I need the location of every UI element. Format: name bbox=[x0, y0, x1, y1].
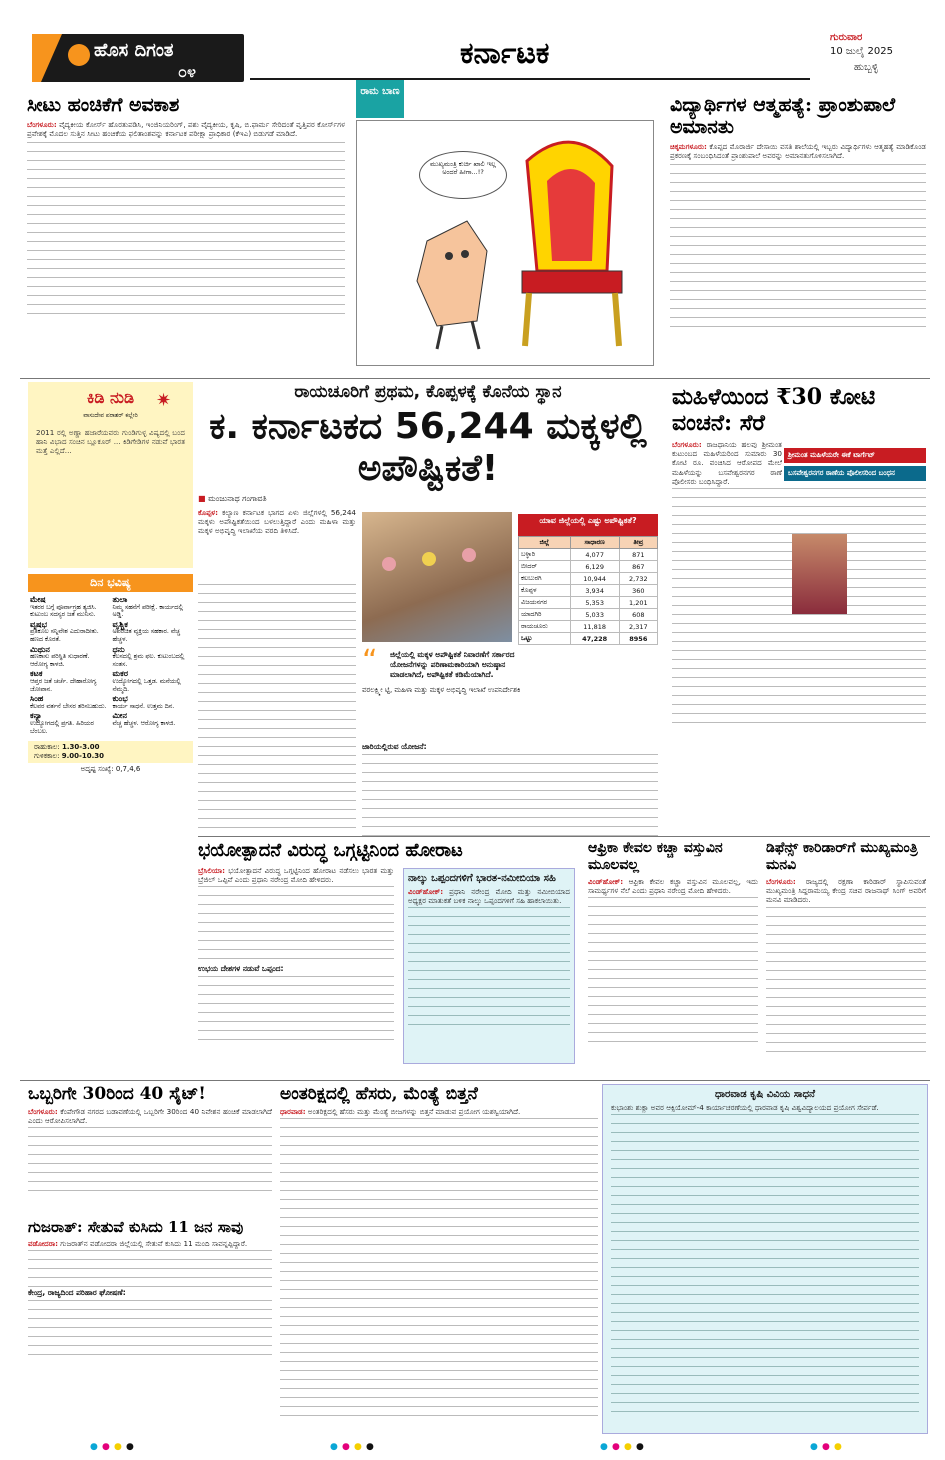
sign-8 bbox=[30, 695, 109, 710]
dateline: ಬೆಂಗಳೂರು: bbox=[27, 120, 57, 129]
sign-name: ವೃಷಭ bbox=[30, 619, 47, 629]
headline: ಸೀಟು ಹಂಚಿಕೆಗೆ ಅವಕಾಶ bbox=[27, 94, 180, 116]
sign-6 bbox=[30, 670, 109, 693]
table-row bbox=[519, 597, 658, 609]
kidi-box bbox=[28, 382, 193, 568]
dateline: ವಿಂಡ್‌ಹೋಕ್: bbox=[588, 877, 624, 886]
table-cell: 10,944 bbox=[570, 573, 619, 585]
table-row bbox=[519, 621, 658, 633]
lead-story bbox=[198, 382, 658, 842]
horoscope-title: ದಿನ ಭವಿಷ್ಯ bbox=[28, 574, 193, 592]
table-cell: 5,353 bbox=[570, 597, 619, 609]
table-cell: ಬಳ್ಳಾರಿ bbox=[519, 549, 571, 561]
sign-text: ಉದ್ಯೋಗದಲ್ಲಿ ಒತ್ತಡ. ಮನೆಯಲ್ಲಿ ನೆಮ್ಮದಿ. bbox=[112, 677, 181, 693]
table-cell: 608 bbox=[619, 609, 657, 621]
section-title: ಕರ್ನಾಟಕ bbox=[460, 36, 550, 71]
lead: ರಾಜಧಾನಿಯ ಹಲವು ಶ್ರೀಮಂತ ಕುಟುಂಬದ ಮಹಿಳೆಯರಿಂದ ಸುಮಾರು 30 ಕೋಟಿ ರೂ. ವಂಚಿಸಿದ ಆರೋಪದ ಮೇಲೆ ಮಹಿಳೆಯನ್ನು ಬಸವೇಶ್ವರನಗರ ಠಾಣೆ ಪೊಲೀಸರು ಬಂಧಿಸಿದ್ದಾರೆ. bbox=[672, 440, 782, 486]
sign-name: ತುಲಾ bbox=[112, 595, 128, 604]
quote-icon: “ bbox=[362, 644, 378, 679]
body-text bbox=[588, 895, 758, 1045]
story-protest bbox=[198, 840, 578, 1066]
lead: ಕುಭಾಂಶು ಶುಕ್ಲಾ ಅವರ ಆಕ್ಸಿಯೋಮ್-4 ಕಾರ್ಯಾಚರಣೆಯಲ್ಲಿ ಧಾರವಾಡ ಕೃಷಿ ವಿಶ್ವವಿದ್ಯಾಲಯದ ಪ್ರಯೋಗ ಸೇರ್ಪಡೆ. bbox=[611, 1103, 879, 1112]
table-cell: ಒಟ್ಟು bbox=[519, 633, 571, 645]
logo-icon bbox=[68, 44, 90, 66]
divider bbox=[20, 378, 930, 379]
table-row bbox=[519, 609, 658, 621]
body-text bbox=[362, 752, 658, 836]
kidi-title: ಕಿಡಿ ನುಡಿ bbox=[86, 388, 135, 407]
dateline: ಕೊಪ್ಪಳ: bbox=[198, 508, 219, 517]
lucky-number: ಅದೃಷ್ಟ ಸಂಖ್ಯೆ: 0,7,4,6 bbox=[80, 765, 141, 774]
character bbox=[417, 221, 487, 326]
sign-0 bbox=[30, 596, 109, 619]
gulika-value: 9.00-10.30 bbox=[61, 752, 105, 761]
table-cell: ಯಾದಗಿರಿ bbox=[519, 609, 571, 621]
kicker: ರಾಯಚೂರಿಗೆ ಪ್ರಥಮ, ಕೊಪ್ಪಳಕ್ಕೆ ಕೊನೆಯ ಸ್ಥಾನ bbox=[294, 382, 562, 402]
table-cell: 4,077 bbox=[570, 549, 619, 561]
sign-text: ಕಾರ್ಯ ಸಾಧನೆ. ಉತ್ತಮ ದಿನ. bbox=[112, 702, 175, 710]
sign-7 bbox=[113, 670, 192, 693]
sign-5 bbox=[113, 646, 192, 669]
sign-name: ವೃಶ್ಚಿಕ bbox=[112, 619, 128, 629]
table-cell: 360 bbox=[619, 585, 657, 597]
story-fraud bbox=[672, 384, 926, 834]
sign-text: ಪ್ರತಿಕೂಲ ಸನ್ನಿವೇಶ ಎದುರಾದೀತು. ಹಣದ ಕೊರತೆ. bbox=[30, 628, 99, 643]
rahukala-value: 1.30-3.00 bbox=[62, 743, 100, 752]
sign-text: ಇತರರ ಬಗ್ಗೆ ಪೂರ್ವಾಗ್ರಹ ತ್ಯಜಿಸಿ. ಕುಟುಂಬ ಸದಸ್ಯರ ಜತೆ ಮುನಿಸು. bbox=[30, 603, 97, 619]
table-cell: 2,317 bbox=[619, 621, 657, 633]
table-cell: ವಿಜಯನಗರ bbox=[519, 597, 571, 609]
byline-icon: ■ bbox=[198, 494, 206, 503]
divider bbox=[20, 1080, 930, 1081]
column-header: ಜಿಲ್ಲೆ bbox=[519, 537, 571, 549]
kidi-text: 2011 ರಲ್ಲಿ ಅಣ್ಣಾ ಹಜಾರೆಯವರು ಗುಂಡಿಗುಳ್ಳ ವಿಷ್ಯದಲ್ಲಿ ಬಂದ ಹಾನಿ ವಿಭಾದ ಸಂಚಿನ ಬ್ಲೂಕೂರ್ ... ಕಿಡಿಗೇಡಿಗಳ ನಡುವೆ ಭಾರತ ಮತ್ತೆ ಎಲ್ಲಿದೆ... bbox=[36, 428, 185, 456]
dateline: ಬೆಂಗಳೂರು: bbox=[766, 877, 796, 886]
dateline: ವಡೋದರಾ: bbox=[28, 1239, 58, 1248]
table-cell: ಕಲಬುರಗಿ bbox=[519, 573, 571, 585]
sign-name: ಮೀನ bbox=[112, 711, 127, 721]
box-title: ನಾಲ್ಕು ಒಪ್ಪಂದಗಳಿಗೆ ಭಾರತ-ನಮೀಬಿಯಾ ಸಹಿ bbox=[408, 873, 556, 884]
story-seat bbox=[27, 94, 345, 368]
sign-3 bbox=[113, 621, 192, 644]
spark-icon: ✷ bbox=[156, 390, 172, 411]
column-header: ಸಾಧಾರಣ bbox=[570, 537, 619, 549]
sign-text: ನಿಮ್ಮ ಸಹನೆಗೆ ಪರೀಕ್ಷೆ. ಕಾರ್ಯದಲ್ಲಿ ಅಡ್ಡಿ. bbox=[112, 603, 184, 619]
sign-1 bbox=[113, 596, 192, 619]
body-text bbox=[280, 1116, 598, 1416]
logo-text: ಹೊಸ ದಿಗಂತ bbox=[94, 40, 174, 61]
table-cell: 1,201 bbox=[619, 597, 657, 609]
quote-by: ವರಲಕ್ಷ್ಮೀ ಟ್ಟಿ, ಮಹಿಳಾ ಮತ್ತು ಮಕ್ಕಳ ಅಭಿವೃದ್ಧಿ ಇಲಾಖೆ ಉಪನಿರ್ದೇಶಕಿ bbox=[362, 686, 521, 694]
page-number: ೦೪ bbox=[178, 62, 196, 81]
dateline: ಬೆಂಗಳೂರು: bbox=[28, 1107, 58, 1116]
story-university bbox=[602, 1084, 928, 1434]
speech-bubble: ಮುಖ್ಯಮಂತ್ರಿ ಕುರ್ಚಿ ಖಾಲಿ ಇಲ್ಲ ಅಂದರೆ ಹೀಗಾ...!? bbox=[419, 151, 507, 199]
table-cell: 47,228 bbox=[570, 633, 619, 645]
sign-10 bbox=[30, 712, 109, 735]
lead: ಗುಜರಾತ್‌ನ ವಡೋದರಾ ಜಿಲ್ಲೆಯಲ್ಲಿ ಸೇತುವೆ ಕುಸಿದು 11 ಮಂದಿ ಸಾವನ್ನಪ್ಪಿದ್ದಾರೆ. bbox=[60, 1239, 248, 1248]
headline: ಭಯೋತ್ಪಾದನೆ ವಿರುದ್ಧ ಒಗ್ಗಟ್ಟಿನಿಂದ ಹೋರಾಟ bbox=[198, 840, 463, 861]
sign-text: ಅಪರಿಚಿತ ವ್ಯಕ್ತಿಯ ಸಹಕಾರ. ವೆಚ್ಚ ಹೆಚ್ಚಳ. bbox=[112, 628, 181, 643]
sign-4 bbox=[30, 646, 109, 669]
horoscope bbox=[28, 574, 193, 836]
dateline: ಬೆಂಗಳೂರು: bbox=[672, 440, 702, 449]
logo bbox=[32, 34, 244, 82]
table-row bbox=[519, 573, 658, 585]
table-cell: 3,934 bbox=[570, 585, 619, 597]
sign-text: ಕೆಲವರ ವರ್ತನೆ ಬೇಸರ ತರಿಸಬಹುದು. bbox=[30, 702, 107, 710]
story-sites bbox=[28, 1084, 272, 1212]
divider bbox=[198, 836, 930, 837]
cartoon-tag: ರಾಮ ಬಾಣ bbox=[356, 80, 404, 118]
sign-name: ಧನು bbox=[112, 644, 125, 654]
box-text: ಪ್ರಧಾನಿ ನರೇಂದ್ರ ಮೋದಿ ಮತ್ತು ನಮೀಬಿಯಾದ ಅಧ್ಯಕ್ಷರ ಮಾತುಕತೆ ಬಳಿಕ ನಾಲ್ಕು ಒಪ್ಪಂದಗಳಿಗೆ ಸಹಿ ಹಾಕಲಾಯಿತು. bbox=[408, 887, 570, 906]
table bbox=[518, 536, 658, 645]
lead: ಕೆಂಪೇಗೌಡ ನಗರದ ಬಡಾವಣೆಯಲ್ಲಿ ಒಬ್ಬರಿಗೇ 30ರಿಂದ 40 ನಿವೇಶನ ಹಂಚಿಕೆ ಮಾಡಲಾಗಿದೆ ಎಂದು ಆರೋಪಿಸಲಾಗಿದೆ. bbox=[28, 1107, 272, 1126]
table-cell: ಬೀದರ್ bbox=[519, 561, 571, 573]
table-cell: 867 bbox=[619, 561, 657, 573]
sign-text: ವೆಚ್ಚ ಹೆಚ್ಚಳ. ಆರೋಗ್ಯ ಕಾಳಜಿ. bbox=[112, 719, 176, 727]
headline: ಅಂತರಿಕ್ಷದಲ್ಲಿ ಹೆಸರು, ಮೆಂತ್ಯೆ ಬಿತ್ತನೆ bbox=[280, 1084, 478, 1104]
sign-text: ಕೆಲಸದಲ್ಲಿ ಶ್ರಮ ಫಲ. ಕುಟುಂಬದಲ್ಲಿ ಸಂತಸ. bbox=[112, 653, 185, 668]
table-row bbox=[519, 561, 658, 573]
photo bbox=[362, 512, 512, 642]
headline: ಒಬ್ಬರಿಗೇ 30ರಿಂದ 40 ಸೈಟ್! bbox=[28, 1084, 206, 1104]
headline: ಮಹಿಳೆಯಿಂದ ₹30 ಕೋಟಿ ವಂಚನೆ: ಸೆರೆ bbox=[672, 384, 876, 436]
rahukala-box: ರಾಹುಕಾಲ: 1.30-3.00 ಗುಳಿಕಕಾಲ: 9.00-10.30 bbox=[28, 741, 193, 763]
sign-name: ಕುಂಭ bbox=[112, 694, 128, 704]
column-header: ತೀವ್ರ bbox=[619, 537, 657, 549]
registration-marks: ● ● ● ● ● ● ● ● ● ● ● ● ● ● ● bbox=[90, 1442, 843, 1452]
table-cell: 8956 bbox=[619, 633, 657, 645]
lead: ಕಲ್ಯಾಣ ಕರ್ನಾಟಕ ಭಾಗದ ಏಳು ಜಿಲ್ಲೆಗಳಲ್ಲಿ 56,244 ಮಕ್ಕಳು ಅಪೌಷ್ಟಿಕತೆಯಿಂದ ಬಳಲುತ್ತಿದ್ದಾರೆ ಎಂದು ಮಹಿಳಾ ಮತ್ತು ಮಕ್ಕಳ ಅಭಿವೃದ್ಧಿ ಇಲಾಖೆಯ ವರದಿ ತಿಳಿಸಿದೆ. bbox=[198, 508, 356, 536]
table-cell: 5,033 bbox=[570, 609, 619, 621]
table-row bbox=[519, 549, 658, 561]
sign-text: ಹಣಕಾಸು ಪರಿಸ್ಥಿತಿ ಸುಧಾರಣೆ. ಆರೋಗ್ಯ ಕಾಳಜಿ. bbox=[30, 653, 90, 668]
table-row bbox=[519, 633, 658, 645]
sign-name: ಮೇಷ bbox=[30, 595, 46, 604]
body-text bbox=[28, 1298, 272, 1358]
dateline: ಚಿಕ್ಕಮಗಳೂರು: bbox=[670, 142, 707, 151]
body-text bbox=[766, 905, 926, 1055]
body-text bbox=[27, 140, 345, 318]
body-text bbox=[670, 162, 926, 332]
subhead: ಕೇಂದ್ರ, ರಾಜ್ಯದಿಂದ ಪರಿಹಾರ ಘೋಷಣೆ: bbox=[28, 1288, 126, 1298]
sign-2 bbox=[30, 621, 109, 644]
story-bridge bbox=[28, 1218, 272, 1438]
sign-name: ಕಟಕ bbox=[30, 669, 43, 679]
story-suicide bbox=[670, 94, 926, 368]
lead: ಕೊಪ್ಪದ ಮೊರಾರ್ಜಿ ದೇಸಾಯಿ ವಸತಿ ಶಾಲೆಯಲ್ಲಿ ಇಬ್ಬರು ವಿದ್ಯಾರ್ಥಿಗಳು ಆತ್ಮಹತ್ಯೆ ಮಾಡಿಕೊಂಡ ಪ್ರಕರಣಕ್ಕೆ ಸಂಬಂಧಿಸಿದಂತೆ ಪ್ರಾಂಶುಪಾಲೆ ಅವರನ್ನು ಅಮಾನತುಗೊಳಿಸಲಾಗಿದೆ. bbox=[670, 142, 926, 161]
quote: ಜಿಲ್ಲೆಯಲ್ಲಿ ಮಕ್ಕಳ ಅಪೌಷ್ಟಿಕತೆ ನಿವಾರಣೆಗೆ ಸರ್ಕಾರದ ಯೋಜನೆಗಳನ್ನು ಪರಿಣಾಮಕಾರಿಯಾಗಿ ಅನುಷ್ಠಾನ ಮಾಡಲಾಗಿದೆ, ಅಪೌಷ್ಟಿಕತೆ ಕಡಿಮೆಯಾಗಿದೆ. bbox=[390, 650, 515, 679]
lead: ಭಯೋತ್ಪಾದನೆ ವಿರುದ್ಧ ಒಗ್ಗಟ್ಟಿನಿಂದ ಹೋರಾಟ ನಡೆಸಲು ಭಾರತ ಮತ್ತು ಬ್ರೆಜಿಲ್ ಒಪ್ಪಿವೆ ಎಂದು ಪ್ರಧಾನಿ ನರೇಂದ್ರ ಮೋದಿ ಹೇಳಿದರು. bbox=[198, 866, 394, 885]
body-text bbox=[198, 974, 394, 1044]
story-africa bbox=[588, 840, 758, 1066]
table-cell: 2,732 bbox=[619, 573, 657, 585]
dateline: ಬ್ರೆಸಿಲಿಯಾ: bbox=[198, 866, 226, 875]
headline: ಗುಜರಾತ್: ಸೇತುವೆ ಕುಸಿದು 11 ಜನ ಸಾವು bbox=[28, 1218, 244, 1236]
district-table bbox=[518, 514, 658, 643]
table-cell: 871 bbox=[619, 549, 657, 561]
bullet-point: ಬಸವೇಶ್ವರನಗರ ಠಾಣೆಯ ಪೊಲೀಸರಿಂದ ಬಂಧನ bbox=[784, 466, 926, 481]
sign-9 bbox=[113, 695, 192, 710]
table-cell: ರಾಯಚೂರು bbox=[519, 621, 571, 633]
quote-box bbox=[362, 644, 658, 738]
sign-text: ಆಪ್ತರ ಜತೆ ಚರ್ಚೆ. ದೇಹಾರೋಗ್ಯ ಜೋಪಾನ. bbox=[30, 677, 97, 693]
bullet-list bbox=[784, 448, 926, 484]
box-dateline: ವಿಂಡ್‌ಹೋಕ್: bbox=[408, 887, 444, 896]
cartoon-drawing bbox=[357, 121, 655, 367]
cartoon bbox=[350, 80, 660, 370]
headline: ಧಾರವಾಡ ಕೃಷಿ ವಿವಿಯ ಸಾಧನೆ bbox=[714, 1089, 816, 1100]
date-full: 10 ಜುಲೈ 2025 bbox=[830, 46, 893, 57]
city: ಹುಬ್ಬಳ್ಳಿ bbox=[854, 62, 879, 73]
lead: ವೈದ್ಯಕೀಯ ಕೋರ್ಸ್ ಹೊರತುಪಡಿಸಿ, ಇಂಜಿನಿಯರಿಂಗ್, ಪಶು ವೈದ್ಯಕೀಯ, ಕೃಷಿ, ಬಿ.ಫಾರ್ಮ ಸೇರಿದಂತೆ ವೃತ್ತಿಪರ ಕೋರ್ಸ್‌ಗಳ ಪ್ರವೇಶಕ್ಕೆ ಮೊದಲ ಸುತ್ತಿನ ಸೀಟು ಹಂಚಿಕೆಯ ಫಲಿತಾಂಶವನ್ನು ಕರ್ನಾಟಕ ಪರೀಕ್ಷಾ ಪ್ರಾಧಿಕಾರ (ಕೆಇಎ) ಬಿಡುಗಡೆ ಮಾಡಿದೆ. bbox=[27, 120, 345, 139]
table-cell: 6,129 bbox=[570, 561, 619, 573]
lead: ಅಂತರಿಕ್ಷದಲ್ಲಿ ಹೆಸರು ಮತ್ತು ಮೆಂತ್ಯೆ ಬೀಜಗಳನ್ನು ಬಿತ್ತನೆ ಮಾಡುವ ಪ್ರಯೋಗ ಯಶಸ್ವಿಯಾಗಿದೆ. bbox=[307, 1107, 521, 1116]
headline: ವಿದ್ಯಾರ್ಥಿಗಳ ಆತ್ಮಹತ್ಯೆ: ಪ್ರಾಂಶುಪಾಲೆ ಅಮಾನತು bbox=[670, 94, 896, 138]
sign-text: ಉದ್ಯೋಗದಲ್ಲಿ ಪ್ರಗತಿ. ಹಿರಿಯರ ಬೆಂಬಲ. bbox=[30, 719, 94, 735]
kidi-author: ವಾಸುದೇವ ಪರಾಶರ್ ಕಲ್ಲೇರಿ bbox=[83, 412, 138, 419]
story-space bbox=[280, 1084, 598, 1434]
headline: ಡಿಫೆನ್ಸ್ ಕಾರಿಡಾರ್‌ಗೆ ಮುಖ್ಯಮಂತ್ರಿ ಮನವಿ bbox=[766, 840, 918, 873]
lead: ಆಫ್ರಿಕಾ ಕೇವಲ ಕಚ್ಚಾ ವಸ್ತುವಿನ ಮೂಲವಲ್ಲ, ಇದು ಸಾಮರ್ಥ್ಯಗಳ ನೆಲೆ ಎಂದು ಪ್ರಧಾನಿ ನರೇಂದ್ರ ಮೋದಿ ಹೇಳಿದರು. bbox=[588, 877, 758, 896]
story-corridor bbox=[766, 840, 926, 1066]
sign-name: ಸಿಂಹ bbox=[30, 694, 44, 704]
dateline: ಧಾರವಾಡ: bbox=[280, 1107, 306, 1116]
lead: ರಾಜ್ಯದಲ್ಲಿ ರಕ್ಷಣಾ ಕಾರಿಡಾರ್ ಸ್ಥಾಪಿಸುವಂತೆ ಮುಖ್ಯಮಂತ್ರಿ ಸಿದ್ದರಾಮಯ್ಯ ಕೇಂದ್ರ ಸಚಿವ ರಾಜನಾಥ್ ಸಿಂಗ್ ಅವರಿಗೆ ಮನವಿ ಮಾಡಿದರು. bbox=[766, 877, 926, 905]
subhead: ಜಾರಿಯಲ್ಲಿರುವ ಯೋಜನೆ: bbox=[362, 742, 427, 751]
headline: ಕ. ಕರ್ನಾಟಕದ 56,244 ಮಕ್ಕಳಲ್ಲಿ ಅಪೌಷ್ಟಿಕತೆ! bbox=[209, 406, 647, 489]
sign-11 bbox=[113, 712, 192, 735]
table-title: ಯಾವ ಜಿಲ್ಲೆಯಲ್ಲಿ ಎಷ್ಟು ಅಪೌಷ್ಟಿಕತೆ? bbox=[518, 514, 658, 536]
bullet-point: ಶ್ರೀಮಂತ ಮಹಿಳೆಯರೇ ಈಕೆ ಟಾರ್ಗೆಟ್ bbox=[784, 448, 926, 463]
table-cell: ಕೊಪ್ಪಳ bbox=[519, 585, 571, 597]
body-text bbox=[198, 582, 356, 832]
headline: ಆಫ್ರಿಕಾ ಕೇವಲ ಕಚ್ಚಾ ವಸ್ತುವಿನ ಮೂಲವಲ್ಲ bbox=[588, 840, 723, 873]
body-text bbox=[28, 1125, 272, 1197]
byline: ಮಂಜುನಾಥ ಗಂಗಾವತಿ bbox=[208, 494, 267, 503]
sign-name: ಮಕರ bbox=[112, 669, 128, 679]
table-row bbox=[519, 585, 658, 597]
sign-grid bbox=[28, 592, 193, 739]
sign-name: ಮಿಥುನ bbox=[30, 644, 50, 654]
sign-name: ಕನ್ಯಾ bbox=[30, 711, 42, 721]
body-text bbox=[28, 1248, 272, 1288]
body-text bbox=[408, 905, 570, 1025]
body-text bbox=[611, 1112, 919, 1412]
portrait bbox=[792, 534, 847, 614]
namibia-box bbox=[403, 868, 575, 1064]
subhead: ಉಭಯ ದೇಶಗಳ ನಡುವೆ ಒಪ್ಪಂದ: bbox=[198, 964, 284, 974]
body-text bbox=[198, 884, 394, 964]
date-day: ಗುರುವಾರ bbox=[830, 32, 863, 43]
table-cell: 11,818 bbox=[570, 621, 619, 633]
